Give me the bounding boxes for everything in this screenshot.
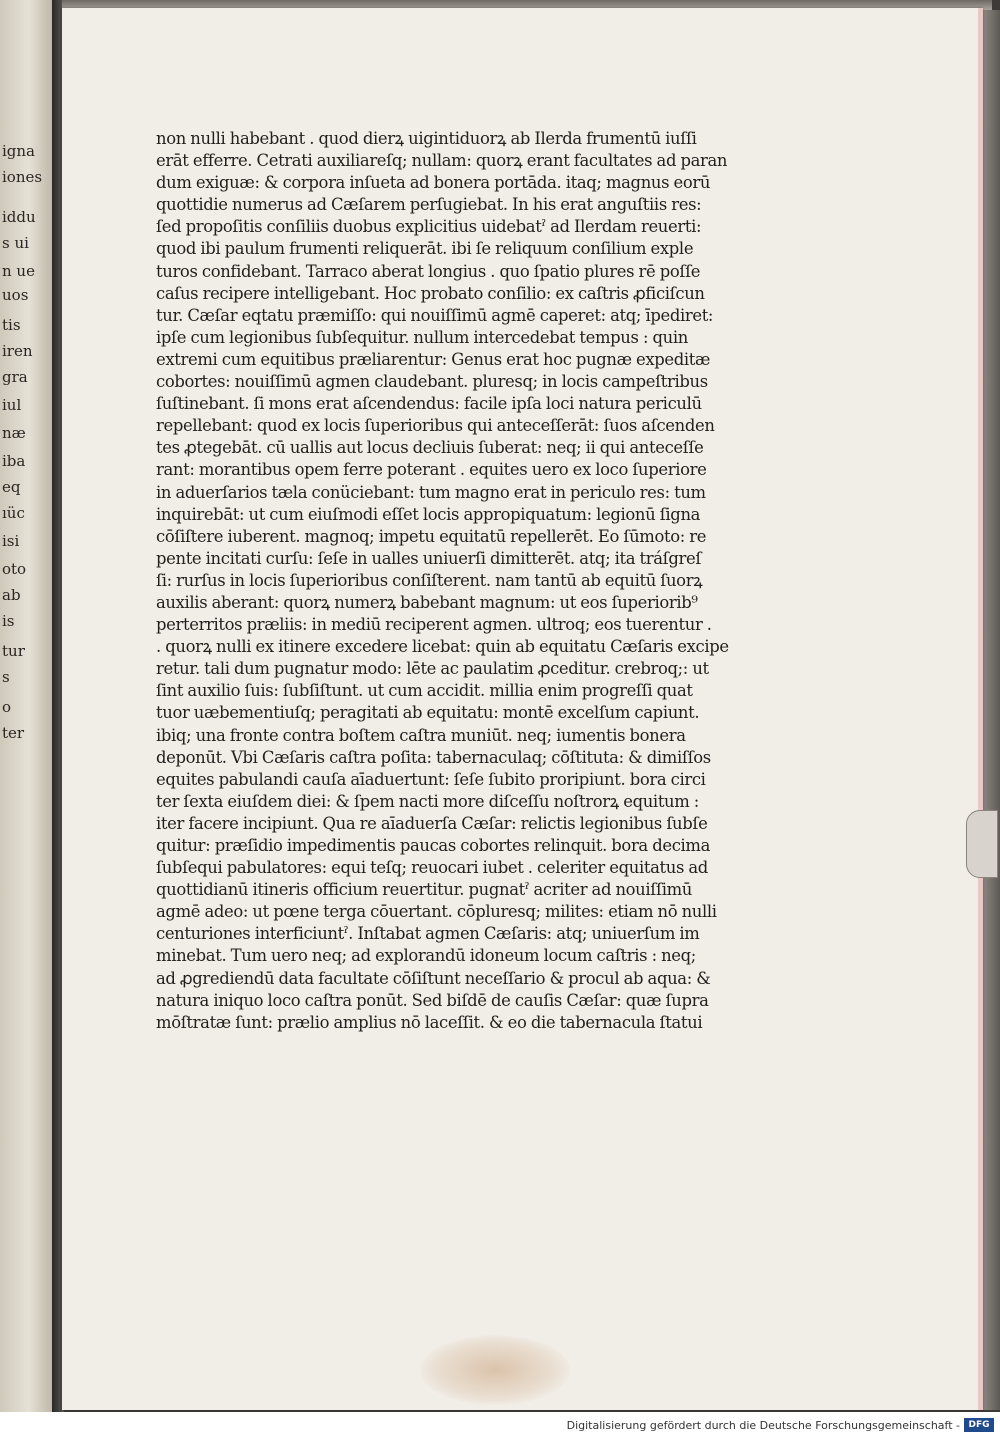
- text-line: tes ꝓtegebāt. cū uallis aut locus decliuis ſuberat: neq; ii qui anteceſſe: [156, 438, 704, 458]
- left-page-fragment: n ue: [2, 262, 35, 280]
- page-tab-notch: [966, 810, 998, 878]
- text-line: perterritos præliis: in mediū reciperent agmen. ultroq; eos tuerentur .: [156, 615, 712, 635]
- water-stain: [420, 1335, 570, 1405]
- text-line: turos confidebant. Tarraco aberat longius . quo ſpatio plures rē poſſe: [156, 261, 701, 281]
- text-line: retur. tali dum pugnatur modo: lēte ac paulatim ꝓceditur. crebroq;: ut: [156, 659, 709, 679]
- left-page-fragment: iren: [2, 342, 33, 360]
- text-line: repellebant: quod ex locis ſuperioribus qui anteceſſerāt: ſuos aſcenden: [156, 416, 715, 436]
- text-line: inquirebāt: ut cum eiuſmodi eſſet locis appropiquatum: legionū ſigna: [156, 504, 701, 524]
- text-line: tuor uæbementiuſq; peragitati ab equitatu: montē excelſum capiunt.: [156, 703, 700, 723]
- text-line: quottidianū itineris officium reuertitur. pugnatˀ acriter ad nouiſſimū: [156, 880, 693, 900]
- text-line: ſubſequi pabulatores: equi teſq; reuocari iubet . celeriter equitatus ad: [156, 858, 708, 878]
- text-line: rant: morantibus opem ferre poterant . equites uero ex loco ſuperiore: [156, 460, 707, 480]
- left-page-fragment: ab: [2, 586, 21, 604]
- left-page-fragment: tur: [2, 642, 25, 660]
- left-page-fragment: o: [2, 698, 12, 716]
- text-line: non nulli habebant . quod dierꝝ uigintiduorꝝ ab Ilerda frumentū iuſſi: [156, 129, 697, 148]
- left-page-fragment: is: [2, 612, 15, 630]
- text-line: in aduerſarios tæla conüciebant: tum magno erat in periculo res: tum: [156, 482, 706, 502]
- text-line: minebat. Tum uero neq; ad explorandū idoneum locum caſtris : neq;: [156, 946, 696, 966]
- text-line: erāt efferre. Cetrati auxiliareſq; nullam: quorꝝ erant facultates ad paran: [156, 151, 728, 171]
- text-line: cobortes: nouiſſimū agmen claudebant. pluresq; in locis campeſtribus: [156, 372, 708, 392]
- text-line: caſus recipere intelligebant. Hoc probato conſilio: ex caſtris ꝓficiſcun: [156, 283, 705, 303]
- left-page-fragment: iba: [2, 452, 26, 470]
- left-page-fragment: iul: [2, 396, 22, 414]
- left-page-fragment: isi: [2, 532, 20, 550]
- text-line: extremi cum equitibus præliarentur: Genus erat hoc pugnæ expeditæ: [156, 349, 711, 369]
- text-line: centuriones interficiuntˀ. Inſtabat agmen Cæſaris: atq; uniuerſum im: [156, 924, 700, 944]
- text-line: dum exiguæ: & corpora inſueta ad bonera portāda. itaq; magnus eorū: [156, 173, 711, 193]
- text-line: equites pabulandi cauſa aīaduertunt: ſeſe ſubito proripiunt. bora circi: [156, 769, 706, 789]
- text-line: tur. Cæſar eqtatu præmiſſo: qui nouiſſimū agmē caperet: atq; īpediret:: [156, 305, 714, 325]
- page-right-edge: [982, 10, 1000, 1410]
- text-line: quottidie numerus ad Cæſarem perſugiebat. In his erat anguſtiis res:: [156, 195, 702, 215]
- text-line: quitur: præſidio impedimentis paucas cobortes relinquit. bora decima: [156, 836, 711, 855]
- left-page-fragment: s: [2, 668, 10, 686]
- left-page-fragment: ıüc: [2, 504, 25, 522]
- text-line: . quorꝝ nulli ex itinere excedere licebat: quin ab equitatu Cæſaris excipe: [156, 637, 729, 657]
- text-line: auxilis aberant: quorꝝ numerꝝ babebant magnum: ut eos ſuperiorib⁹: [156, 592, 698, 612]
- left-page-fragment: s ui: [2, 234, 29, 252]
- text-line: deponūt. Vbi Cæſaris caſtra poſita: tabernaculaq; cōſtituta: & dimiſſos: [156, 747, 711, 767]
- left-page-fragment: næ: [2, 424, 26, 442]
- left-page-fragment: eq: [2, 478, 21, 496]
- left-page-fragment: igna: [2, 142, 36, 160]
- text-line: ibiq; una fronte contra boſtem caſtra muniūt. neq; iumentis bonera: [156, 725, 686, 745]
- text-line: ſint auxilio ſuis: ſubſiſtunt. ut cum accidit. millia enim progreſſi quat: [156, 681, 693, 701]
- left-page-fragment: tis: [2, 316, 21, 334]
- text-line: mōſtratæ ſunt: prælio amplius nō laceſſit. & eo die tabernacula ſtatui: [156, 1012, 703, 1032]
- text-line: ipſe cum legionibus ſubſequitur. nullum intercedebat tempus : quin: [156, 327, 688, 347]
- text-line: natura iniquo loco caſtra ponūt. Sed biſdē de cauſis Cæſar: quæ ſupra: [156, 990, 709, 1010]
- left-page-fragment: uos: [2, 286, 29, 304]
- text-line: ſed propoſitis conſiliis duobus explicitius uidebatˀ ad Ilerdam reuerti:: [156, 217, 702, 237]
- text-line: agmē adeo: ut pœne terga cōuertant. cōpluresq; milites: etiam nō nulli: [156, 902, 717, 922]
- main-text-block: [156, 128, 746, 1034]
- text-line: ad ꝓgrediendū data facultate cōſiſtunt neceſſario & procul ab aqua: &: [156, 968, 711, 988]
- left-page-fragment: oto: [2, 560, 27, 578]
- left-page-fragment: ter: [2, 724, 25, 742]
- left-page-fragment: iones: [2, 168, 43, 186]
- text-line: ſi: rurſus in locis ſuperioribus conſiſterent. nam tantū ab equitū ſuorꝝ: [156, 570, 703, 590]
- text-line: ter ſexta eiuſdem diei: & ſpem nacti more diſceſſu noſtrorꝝ equitum :: [156, 791, 699, 811]
- dfg-logo: DFG: [964, 1418, 994, 1432]
- text-line: pente incitati curſu: ſeſe in ualles uniuerſi dimitterēt. atq; ita tráſgreſ: [156, 548, 702, 568]
- text-line: iter facere incipiunt. Qua re aīaduerſa Cæſar: relictis legionibus ſubſe: [156, 813, 708, 833]
- text-line: cōſiſtere iuberent. magnoq; impetu equitatū repellerēt. Eo ſūmoto: re: [156, 526, 707, 546]
- left-page-edge: [0, 0, 52, 1412]
- footer-bar: [0, 1412, 1000, 1437]
- text-line: quod ibi paulum frumenti reliquerāt. ibi ſe reliquum conſilium exple: [156, 239, 694, 259]
- left-page-fragment: gra: [2, 368, 28, 386]
- text-line: ſuſtinebant. ſi mons erat aſcendendus: facile ipſa loci natura periculū: [156, 394, 702, 414]
- left-page-fragment: iddu: [2, 208, 36, 226]
- footer-credit: Digitalisierung gefördert durch die Deutsche Forschungsgemeinschaft -: [566, 1419, 960, 1432]
